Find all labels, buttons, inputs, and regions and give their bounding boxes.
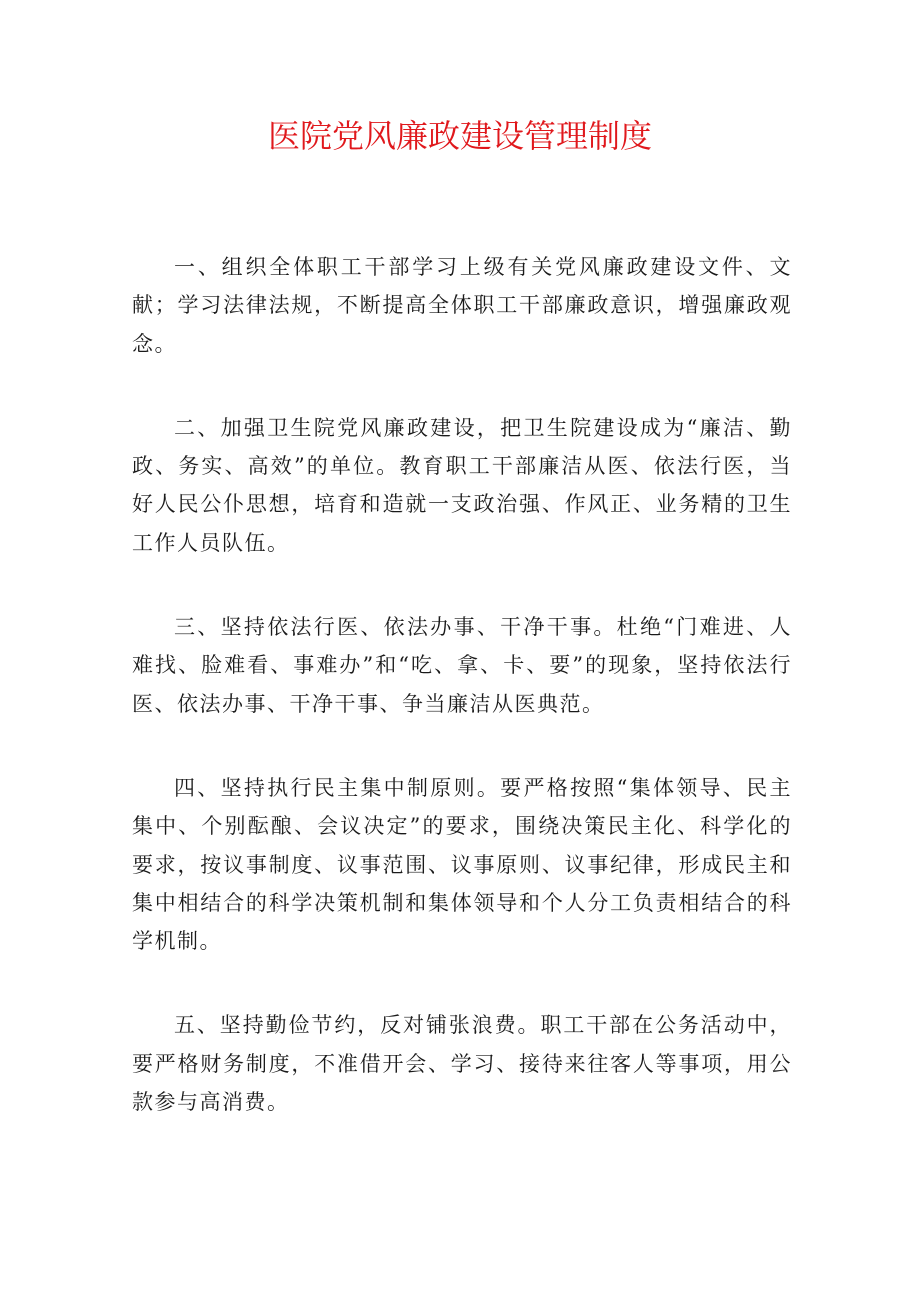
paragraph-1: 一、组织全体职工干部学习上级有关党风廉政建设文件、文献；学习法律法规，不断提高全体职工干部廉政意识，增强廉政观念。 xyxy=(132,255,792,356)
paragraph-3: 三、坚持依法行医、依法办事、干净干事。杜绝“门难进、人难找、脸难看、事难办”和“吃、拿、卡、要”的现象，坚持依法行医、依法办事、干净干事、争当廉洁从医典范。 xyxy=(132,615,792,716)
paragraph-4: 四、坚持执行民主集中制原则。要严格按照“集体领导、民主集中、个别酝酿、会议决定”的要求，围绕决策民主化、科学化的要求，按议事制度、议事范围、议事原则、议事纪律，形成民主和集中相结合的科学决策机制和集体领导和个人分工负责相结合的科学机制。 xyxy=(132,775,792,954)
paragraph-2: 二、加强卫生院党风廉政建设，把卫生院建设成为“廉洁、勤政、务实、高效”的单位。教育职工干部廉洁从医、依法行医，当好人民公仆思想，培育和造就一支政治强、作风正、业务精的卫生工作人员队伍。 xyxy=(132,415,792,555)
paragraph-5: 五、坚持勤俭节约，反对铺张浪费。职工干部在公务活动中，要严格财务制度，不准借开会、学习、接待来往客人等事项，用公款参与高消费。 xyxy=(132,1013,792,1115)
document-title: 医院党风廉政建设管理制度 xyxy=(267,117,652,155)
document-body xyxy=(132,248,792,1167)
